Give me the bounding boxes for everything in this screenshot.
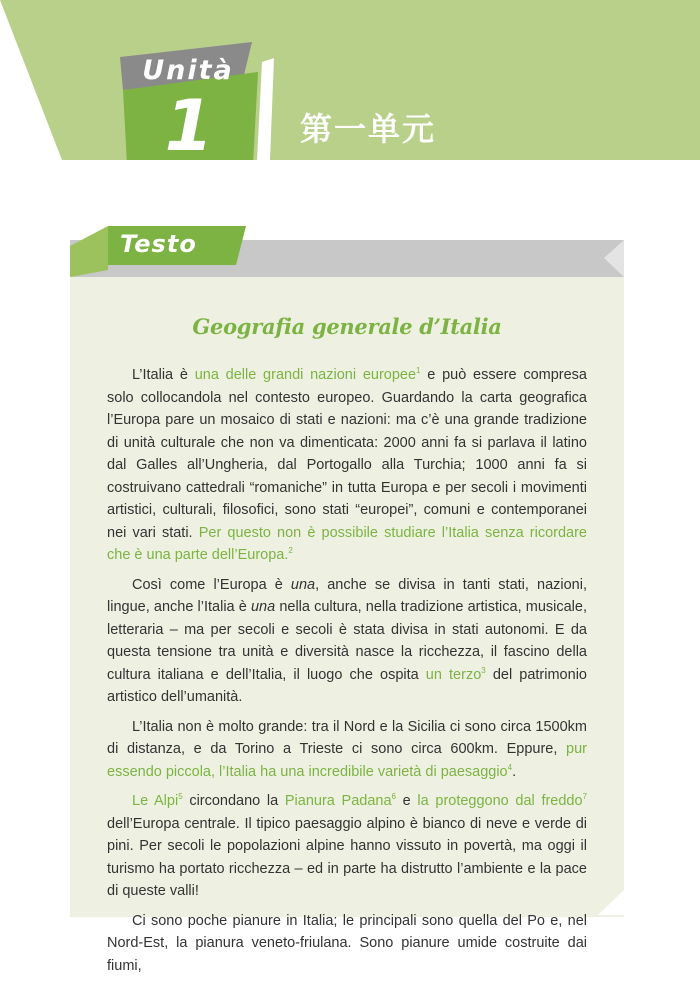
text-run: e può essere compresa solo collocandola nel contesto europeo. Guardando la carta geografica l’Europa pare un mosaico di stati e nazioni: ma c’è una grande tradizione di unità culturale che non va dimenticata: 2000 anni fa si parlava il latino dal Galles all’Ungheria, dal Portogallo alla Turchia; 1000 anni fa si costruivano cattedrali “romaniche” in tutta Europa e per secoli i movimenti artistici, culturali, filosofici, sono stati “europei”, comuni e contemporanei nei vari stati. (107, 367, 587, 541)
page-fold-corner (598, 890, 624, 915)
footnote-marker: 3 (481, 665, 486, 675)
glossary-term: un terzo (425, 666, 482, 683)
article-title: Geografia generale d’Italia (192, 314, 502, 339)
text-run: e (396, 793, 418, 809)
footnote-marker: 2 (288, 546, 293, 555)
paragraph-5 (107, 910, 587, 978)
glossary-term: Pianura Padana (284, 793, 392, 809)
paragraph-2 (107, 574, 587, 709)
unit-number: 1 (164, 85, 214, 167)
paragraph-1 (107, 364, 587, 567)
footnote-marker: 7 (582, 792, 588, 801)
text-run: nella cultura, nella tradizione artistica, musicale, letteraria – ma per secoli e secoli è stata divisa in stati autonomi. E da questa tensione tra unità e diversità nasce la ricchezza, il fascino della cultura italiana e dell’Italia, il luogo che ospita (107, 599, 587, 683)
text-run: del patrimonio artistico dell’umanità. (107, 666, 587, 705)
text-run: . (512, 763, 517, 780)
section-header-bar (0, 218, 700, 280)
unit-label: Unità (142, 55, 234, 86)
footnote-marker: 5 (178, 792, 183, 801)
glossary-term: la proteggono dal freddo (417, 793, 583, 809)
text-run: L’Italia non è molto grande: tra il Nord e la Sicilia ci sono circa 1500km di distanza, e da Torino a Trieste ci sono circa 600km. Eppure, (107, 718, 587, 757)
text-run: circondano la (182, 793, 285, 809)
text-run: dell’Europa centrale. Il tipico paesaggio alpino è bianco di neve e verde di pini. Per secoli le popolazioni alpine hanno vissuto in povertà, ma oggi il turismo ha portato ricchezza – ed in parte ha distrutto l’ambiente e la pace di queste valli! (107, 815, 587, 899)
text-run: Così come l’Europa è (132, 576, 291, 593)
text-run: L’Italia è (132, 367, 195, 383)
article-body (107, 364, 587, 984)
emphasis: una (290, 576, 316, 593)
footnote-marker: 1 (416, 366, 421, 375)
section-title: Testo (120, 230, 197, 258)
glossary-term: una delle grandi nazioni europee (194, 367, 417, 383)
glossary-term: Le Alpi (132, 793, 179, 809)
text-run: Ci sono poche pianure in Italia; le principali sono quella del Po e, nel Nord-Est, la pianura veneto-friulana. Sono pianure umide costruite dai fiumi, (107, 912, 587, 974)
glossary-term: Per questo non è possibile studiare l’Italia senza ricordare che è una parte dell’Europa. (107, 524, 587, 563)
paragraph-3 (107, 716, 587, 784)
emphasis: una (250, 599, 276, 615)
text-run: , anche se divisa in tanti stati, nazioni, lingue, anche l’Italia è (107, 576, 587, 615)
unit-chinese-title: 第一单元 (300, 110, 437, 148)
footnote-marker: 6 (391, 792, 396, 801)
glossary-term: pur essendo piccola, l’Italia ha una incredibile varietà di paesaggio (107, 741, 587, 780)
footnote-marker: 4 (507, 762, 513, 772)
paragraph-4 (107, 790, 587, 903)
